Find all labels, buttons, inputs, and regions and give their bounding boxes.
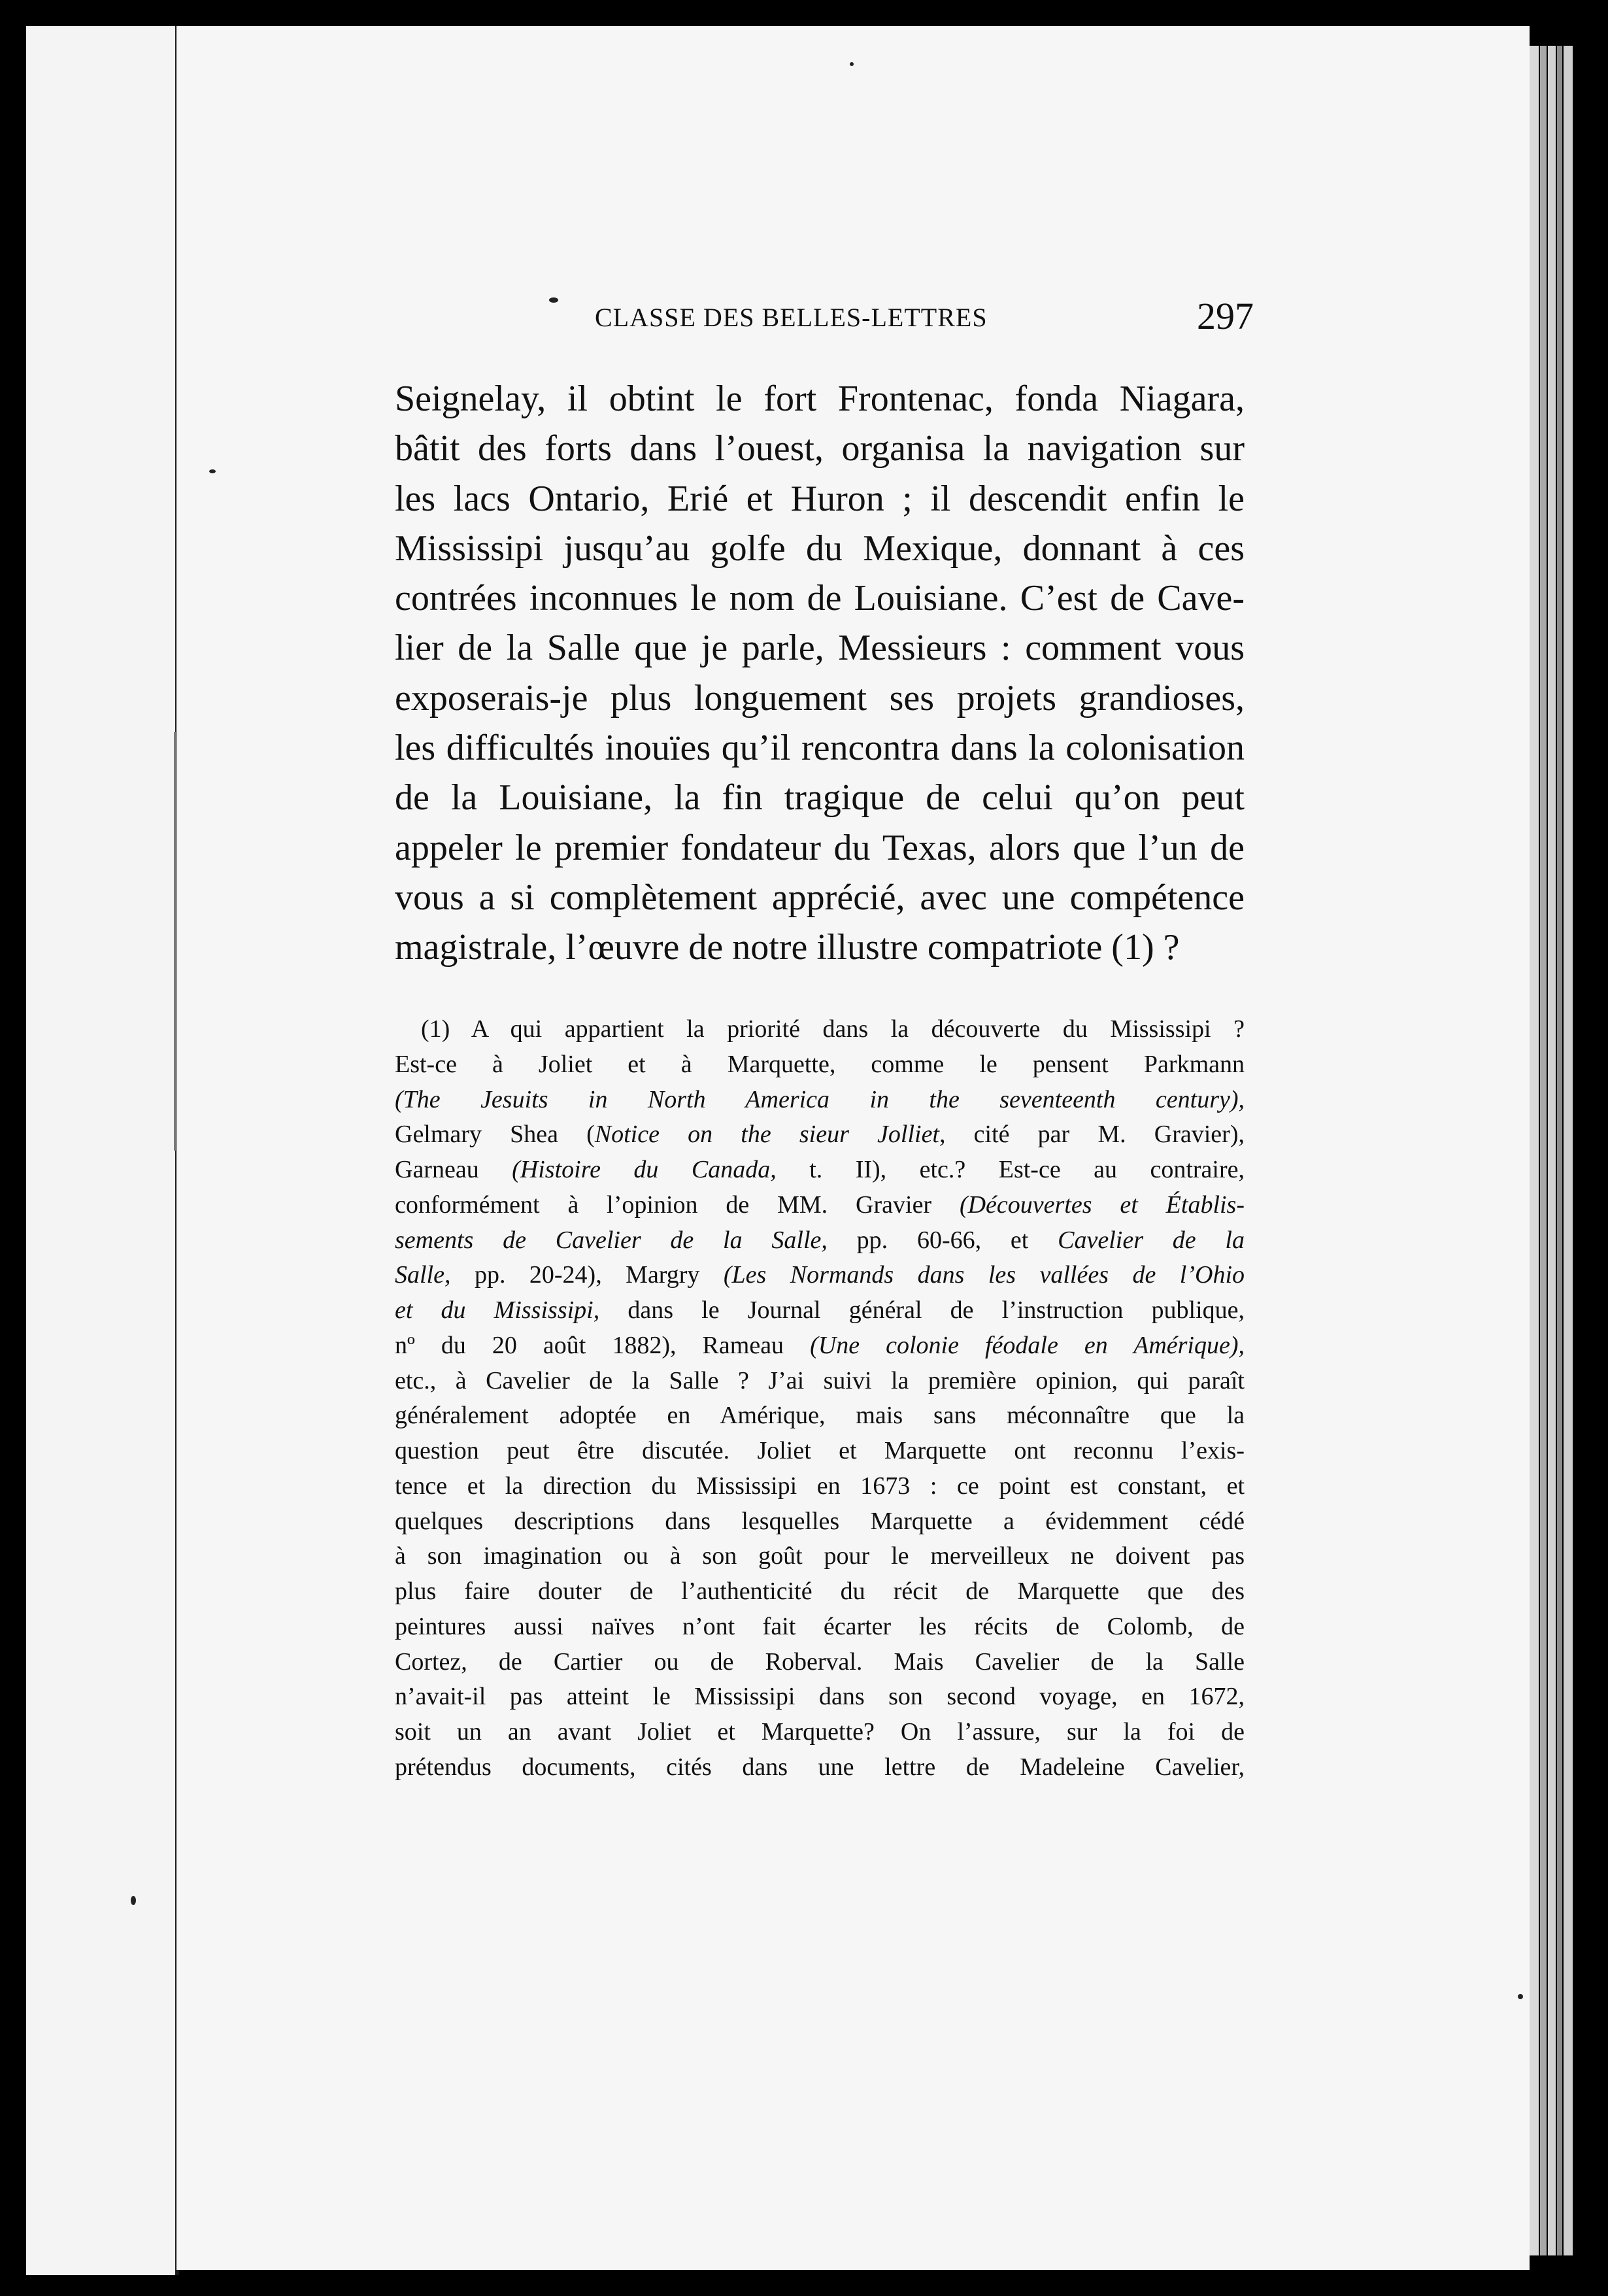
footnote-line <box>395 1574 1245 1610</box>
text-line: Seignelay, il obtint le fort Frontenac, fonda Niagara, <box>395 379 1245 419</box>
footnote-line <box>395 1434 1245 1469</box>
text-line: de la Louisiane, la fin tragique de celui qu’on peut <box>395 777 1245 819</box>
footnote-text: Cortez, de Cartier ou de Roberval. Mais Cavelier de la Salle <box>395 1647 1245 1676</box>
page-edge <box>1557 46 1562 2255</box>
footnote-text: à son imagination ou à son goût pour le merveilleux ne doivent pas <box>395 1542 1245 1570</box>
footnote-line <box>395 1293 1245 1328</box>
footnote-italic-text: Cavelier de la <box>1058 1226 1245 1254</box>
footnote-line <box>395 1398 1245 1434</box>
page-number: 297 <box>1197 295 1254 337</box>
footnote-text: quelques descriptions dans lesquelles Marquette a évidemment cédé <box>395 1507 1245 1535</box>
footnote-text: n’avait-il pas atteint le Mississipi dans son second voyage, en 1672, <box>395 1683 1245 1711</box>
footnote-italic-text: (Une colonie féodale en Amérique), <box>810 1331 1245 1359</box>
footnote-line <box>395 1715 1245 1750</box>
footnote-line <box>395 1012 1245 1047</box>
footnote-text: Gelmary Shea ( <box>395 1121 595 1149</box>
footnote-italic-text: Salle, <box>395 1261 451 1289</box>
page-edge <box>1564 46 1573 2255</box>
page-edge <box>1530 46 1539 2255</box>
previous-page-sliver <box>26 26 175 2275</box>
footnote-line <box>395 1469 1245 1504</box>
running-head: CLASSE DES BELLES-LETTRES <box>595 303 988 332</box>
footnote-text: etc., à Cavelier de la Salle ? J’ai suivi la première opinion, qui paraît <box>395 1366 1245 1394</box>
footnote-italic-text: (Histoire du Canada, <box>512 1156 777 1183</box>
footnote-text: pp. 60-66, et <box>827 1226 1058 1254</box>
footnote <box>395 1012 1245 1785</box>
text-line: contrées inconnues le nom de Louisiane. C’est de Cave- <box>395 578 1245 619</box>
text-line: les difficultés inouïes qu’il rencontra dans la colonisation <box>395 728 1245 769</box>
footnote-line <box>395 1153 1245 1188</box>
footnote-line <box>395 1539 1245 1574</box>
footnote-italic-text: sements de Cavelier de la Salle, <box>395 1226 828 1254</box>
footnote-line <box>395 1364 1245 1399</box>
footnote-line <box>395 1117 1245 1153</box>
footnote-line <box>395 1223 1245 1258</box>
scan-speck <box>131 1896 136 1905</box>
footnote-line <box>395 1083 1245 1118</box>
footnote-line <box>395 1680 1245 1715</box>
text-line: appeler le premier fondateur du Texas, alors que l’un de <box>395 827 1245 868</box>
footnote-italic-text: (Découvertes et Établis- <box>959 1190 1245 1219</box>
footnote-text: soit un an avant Joliet et Marquette? On l’assure, sur la foi de <box>395 1718 1245 1746</box>
footnote-text: pp. 20-24), Margry <box>450 1261 724 1289</box>
text-line: bâtit des forts dans l’ouest, organisa la navigation sur <box>395 428 1245 469</box>
page-edge <box>1548 46 1556 2255</box>
footnote-line <box>395 1328 1245 1364</box>
text-line: exposerais-je plus longuement ses projets grandioses, <box>395 677 1245 718</box>
footnote-text: conformément à l’opinion de MM. Gravier <box>395 1190 960 1219</box>
footnote-text: cité par M. Gravier), <box>945 1121 1245 1149</box>
footnote-text: tence et la direction du Mississipi en 1673 : ce point est constant, et <box>395 1472 1245 1500</box>
scan-speck <box>549 297 558 303</box>
footnote-line <box>395 1645 1245 1680</box>
body-paragraph <box>395 374 1245 973</box>
text-line: magistrale, l’œuvre de notre illustre compatriote (1) ? <box>395 927 1180 968</box>
scan-speck <box>209 469 216 473</box>
footnote-italic-text: Notice on the sieur Jolliet, <box>594 1121 946 1149</box>
text-line: Mississipi jusqu’au golfe du Mexique, donnant à ces <box>395 528 1245 569</box>
margin-mark <box>174 732 176 1151</box>
footnote-text: t. II), etc.? Est-ce au contraire, <box>776 1156 1245 1183</box>
footnote-text: question peut être discutée. Joliet et Marquette ont reconnu l’exis- <box>395 1437 1245 1464</box>
footnote-line <box>395 1188 1245 1223</box>
footnote-text: dans le Journal général de l’instruction publique, <box>599 1296 1245 1324</box>
footnote-line <box>395 1750 1245 1785</box>
scan-speck <box>850 62 854 66</box>
footnote-text: Garneau <box>395 1156 512 1183</box>
footnote-text: nº du 20 août 1882), Rameau <box>395 1331 811 1359</box>
footnote-line <box>395 1504 1245 1540</box>
text-line: vous a si complètement apprécié, avec une compétence <box>395 877 1245 918</box>
footnote-italic-text: (Les Normands dans les vallées de l’Ohio <box>723 1261 1245 1289</box>
footnote-line <box>395 1610 1245 1645</box>
footnote-text: prétendus documents, cités dans une lettre de Madeleine Cavelier, <box>395 1753 1245 1781</box>
footnote-text: peintures aussi naïves n’ont fait écarter les récits de Colomb, de <box>395 1612 1245 1640</box>
scan-speck <box>1518 1994 1523 1999</box>
footnote-text: généralement adoptée en Amérique, mais sans méconnaître que la <box>395 1402 1245 1430</box>
footnote-italic-text: et du Mississipi, <box>395 1296 600 1324</box>
footnote-text: Est-ce à Joliet et à Marquette, comme le pensent Parkmann <box>395 1050 1245 1078</box>
footnote-italic-text: (The Jesuits in North America in the seventeenth century), <box>395 1085 1245 1113</box>
text-line: les lacs Ontario, Erié et Huron ; il descendit enfin le <box>395 478 1245 519</box>
footnote-text: (1) A qui appartient la priorité dans la découverte du Mississipi ? <box>421 1015 1245 1043</box>
footnote-line <box>395 1047 1245 1083</box>
footnote-text: plus faire douter de l’authenticité du récit de Marquette que des <box>395 1578 1245 1605</box>
footnote-line <box>395 1258 1245 1293</box>
page-edge <box>1540 46 1547 2255</box>
text-line: lier de la Salle que je parle, Messieurs : comment vous <box>395 628 1245 669</box>
